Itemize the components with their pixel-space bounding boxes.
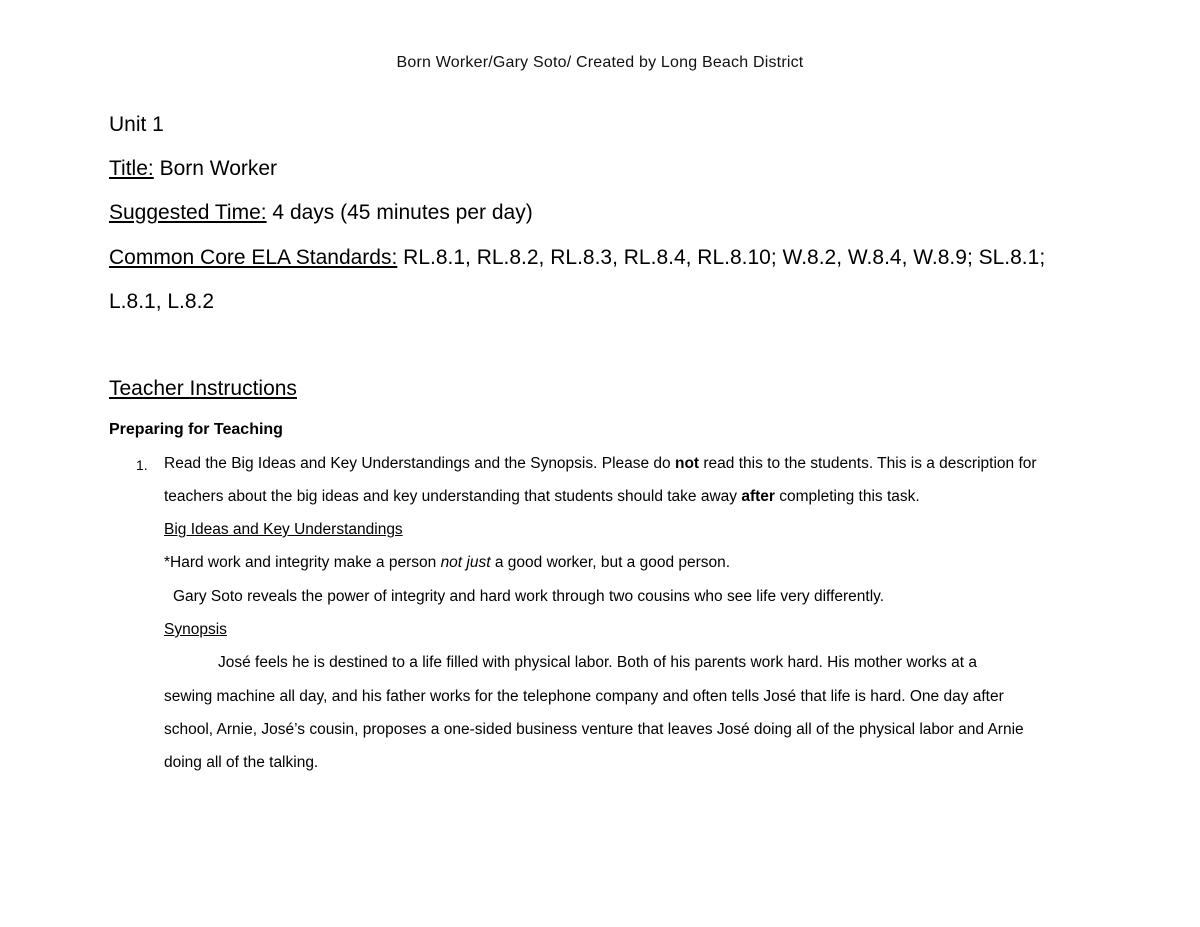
instruction-text: teachers about the big ideas and key understanding that students should take away	[164, 488, 742, 505]
emphasis-after: after	[741, 488, 775, 505]
big-idea-1	[164, 554, 730, 572]
instruction-text: read this to the students. This is a description for	[699, 455, 1037, 472]
running-header: Born Worker/Gary Soto/ Created by Long Beach District	[396, 54, 804, 71]
standards-label: Common Core ELA Standards:	[109, 246, 398, 269]
synopsis-line-1: José feels he is destined to a life filled with physical labor. Both of his parents work hard. His mother works at a	[218, 654, 978, 671]
suggested-time-value: 4 days (45 minutes per day)	[266, 201, 533, 224]
synopsis-line-2: sewing machine all day, and his father works for the telephone company and often tells José that life is hard. One day after	[164, 688, 1004, 705]
instruction-line-2	[164, 488, 920, 506]
emphasis-not: not	[674, 455, 700, 472]
big-idea-text: a good worker, but a good person.	[490, 554, 731, 571]
instruction-text: Read the Big Ideas and Key Understandings and the Synopsis. Please do	[164, 455, 675, 472]
standards-continuation: L.8.1, L.8.2	[109, 290, 215, 313]
instruction-text: completing this task.	[774, 488, 920, 505]
synopsis-line-4: doing all of the talking.	[164, 754, 319, 771]
instruction-line-1	[164, 455, 1037, 473]
big-idea-2: Gary Soto reveals the power of integrity and hard work through two cousins who see life very differently.	[173, 588, 885, 605]
title-line	[109, 156, 277, 182]
teacher-instructions-heading: Teacher Instructions	[109, 377, 297, 400]
big-idea-text: *Hard work and integrity make a person	[164, 554, 441, 571]
unit-label: Unit 1	[109, 113, 164, 136]
standards-line	[109, 245, 1045, 271]
preparing-subheading: Preparing for Teaching	[109, 421, 283, 438]
synopsis-heading: Synopsis	[164, 621, 227, 638]
suggested-time-label: Suggested Time:	[109, 201, 267, 224]
list-number: 1.	[136, 457, 148, 473]
title-label: Title:	[109, 157, 154, 180]
suggested-time-line	[109, 200, 533, 226]
emphasis-not-just: not just	[440, 554, 491, 571]
big-ideas-heading: Big Ideas and Key Understandings	[164, 521, 403, 538]
synopsis-line-3: school, Arnie, José’s cousin, proposes a one-sided business venture that leaves José doing all of the physical labor and Arnie	[164, 721, 1024, 738]
standards-value: RL.8.1, RL.8.2, RL.8.3, RL.8.4, RL.8.10; W.8.2, W.8.4, W.8.9; SL.8.1;	[397, 246, 1046, 269]
title-value: Born Worker	[153, 157, 278, 180]
